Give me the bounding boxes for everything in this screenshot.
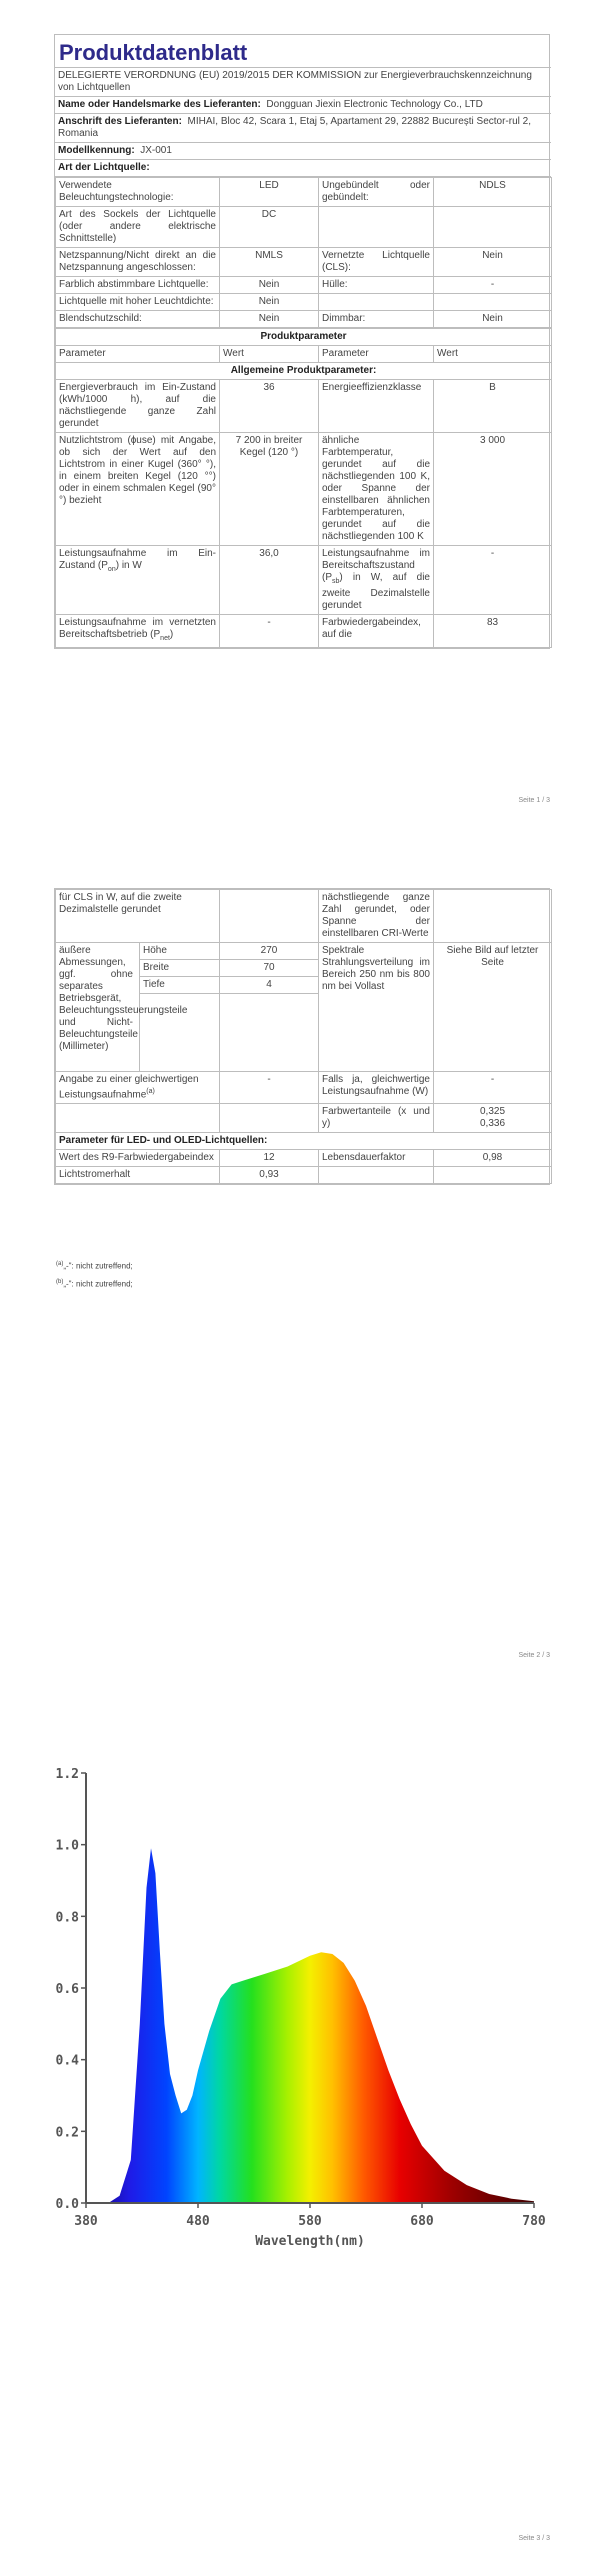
spectrum-chart <box>54 1755 554 2275</box>
ls-label-left: Verwendete Beleuchtungstechnologie: <box>56 178 220 207</box>
ls-label-right <box>319 207 434 248</box>
param-value-left: - <box>220 615 319 648</box>
datasheet-page-2 <box>54 888 550 1185</box>
ls-value-right: NDLS <box>434 178 552 207</box>
ls-label-left: Farblich abstimmbare Lichtquelle: <box>56 277 220 294</box>
equiv-sup: (a) <box>146 1088 155 1095</box>
dim-depth-label: Tiefe <box>140 977 220 994</box>
r9-value: 12 <box>220 1150 319 1167</box>
supplier-name: Dongguan Jiexin Electronic Technology Co., LTD <box>266 99 483 110</box>
y-tick-label: 0.6 <box>55 1982 79 1997</box>
col-param-1: Parameter <box>56 346 220 363</box>
ls-label-left: Blendschutzschild: <box>56 311 220 328</box>
spectral-label: Spektrale Strahlungsverteilung im Bereich 250 nm bis 800 nm bei Vollast <box>319 943 434 1072</box>
flux-label: Lichtstromerhalt <box>56 1167 220 1184</box>
ls-value-right: Nein <box>434 311 552 328</box>
y-tick-label: 1.0 <box>55 1838 79 1854</box>
y-tick-label: 0.2 <box>55 2125 79 2141</box>
cont-left: für CLS in W, auf die zweite Dezimalstelle gerundet <box>56 890 220 943</box>
param-label-left: Energieverbrauch im Ein-Zustand (kWh/1000 h), auf die nächstliegende ganze Zahl gerundet <box>56 380 220 433</box>
ls-value-right <box>434 207 552 248</box>
x-tick-label: 380 <box>74 2214 98 2229</box>
ls-value-left: DC <box>220 207 319 248</box>
light-source-row <box>56 207 552 248</box>
param-value-right: 83 <box>434 615 552 648</box>
param-value-right: B <box>434 380 552 433</box>
flux-value: 0,93 <box>220 1167 319 1184</box>
y-tick-label: 0.8 <box>55 1910 79 1926</box>
dim-height-value: 270 <box>220 943 319 960</box>
datasheet-page-1 <box>54 34 550 649</box>
page-3 <box>0 1700 604 2560</box>
equiv-value: - <box>220 1072 319 1104</box>
r9-label: Wert des R9-Farbwiedergabeindex <box>56 1150 220 1167</box>
y-tick-label: 0.0 <box>55 2197 79 2212</box>
param-value-left: 36 <box>220 380 319 433</box>
light-source-type-label: Art der Lichtquelle: <box>55 160 551 177</box>
ls-label-left: Lichtquelle mit hoher Leuchtdichte: <box>56 294 220 311</box>
light-source-row <box>56 178 552 207</box>
light-source-row <box>56 277 552 294</box>
param-label-right: Energieeffizienzklasse <box>319 380 434 433</box>
param-value-right: - <box>434 546 552 615</box>
param-value-right: 3 000 <box>434 433 552 546</box>
dim-height-label: Höhe <box>140 943 220 960</box>
ls-value-left: Nein <box>220 311 319 328</box>
ls-value-left: Nein <box>220 294 319 311</box>
footnote-b: $^{(b)}$„-": nicht zutreffend; <box>56 1278 133 1289</box>
spectrum-chart-svg <box>54 1755 554 2275</box>
ls-label-right: Hülle: <box>319 277 434 294</box>
ls-label-right: Dimmbar: <box>319 311 434 328</box>
supplier-address-label: Anschrift des Lieferanten: <box>58 116 182 127</box>
page-number: Seite 2 / 3 <box>518 1652 550 1659</box>
header-table <box>55 67 551 177</box>
page-number: Seite 3 / 3 <box>518 2535 550 2542</box>
light-source-row <box>56 311 552 328</box>
param-label-left: Nutzlichtstrom (ɸuse) mit Angabe, ob sich der Wert auf den Lichtstrom in einer Kugel (360° °), in einem breiten Kegel (120 °°) oder in einem schmalen Kegel (90° °) bezieht <box>56 433 220 546</box>
light-source-table <box>55 177 552 328</box>
page-1 <box>0 0 604 810</box>
model-row <box>55 143 551 160</box>
light-source-row <box>56 248 552 277</box>
page-number: Seite 1 / 3 <box>518 797 550 804</box>
param-value-left: 7 200 in breiter Kegel (120 °) <box>220 433 319 546</box>
param-value-left: 36,0 <box>220 546 319 615</box>
spectrum-area <box>86 1848 534 2203</box>
ls-label-left: Art des Sockels der Lichtquelle (oder andere elektrische Schnittstelle) <box>56 207 220 248</box>
param-row <box>56 546 552 615</box>
general-params-title: Allgemeine Produktparameter: <box>56 363 552 380</box>
regulation-text: DELEGIERTE VERORDNUNG (EU) 2019/2015 DER KOMMISSION zur Energieverbrauchskennzeichnung von Lichtquellen <box>55 68 551 97</box>
param-label-right: ähnliche Farbtemperatur, gerundet auf die nächstliegenden 100 K, oder Spanne der einstellbaren ähnlichen Farbtemperaturen, gerundet auf die nächstliegenden 100 K <box>319 433 434 546</box>
life-label: Lebensdauerfaktor <box>319 1150 434 1167</box>
ls-label-right: Ungebündelt oder gebündelt: <box>319 178 434 207</box>
dims-label: äußere Abmessungen, ggf. ohne separates Betriebsgerät, Beleuchtungssteuerungsteile und Nicht-Beleuchtungsteile (Millimeter) <box>56 943 140 1072</box>
supplier-address-row <box>55 114 551 143</box>
supplier-name-row <box>55 97 551 114</box>
equiv-r-label: Falls ja, gleichwertige Leistungsaufnahme (W) <box>319 1072 434 1104</box>
y-tick-label: 0.4 <box>55 2053 79 2069</box>
footnote-a: $^{(a)}$„-": nicht zutreffend; <box>56 1261 133 1271</box>
param-label-left: Leistungsaufnahme im vernetzten Bereitschaftsbetrieb $(P_{net})$ <box>56 615 220 648</box>
cont-right: nächstliegende ganze Zahl gerundet, oder Spanne der einstellbaren CRI-Werte <box>319 890 434 943</box>
ls-label-right: Vernetzte Lichtquelle (CLS): <box>319 248 434 277</box>
x-tick-label: 680 <box>410 2214 434 2229</box>
ls-value-right: - <box>434 277 552 294</box>
param-label-right: Farbwiedergabeindex, auf die <box>319 615 434 648</box>
x-axis-label: Wavelength(nm) <box>255 2234 365 2249</box>
ls-value-left: NMLS <box>220 248 319 277</box>
light-source-row <box>56 294 552 311</box>
supplier-address: MIHAI, Bloc 42, Scara 1, Etaj 5, Apartament 29, 22882 București Sector-rul 2, Romania <box>58 116 531 139</box>
model-id: JX-001 <box>140 145 172 156</box>
y-tick-label: 1.2 <box>55 1767 79 1782</box>
dim-width-value: 70 <box>220 960 319 977</box>
ls-label-left: Netzspannung/Nicht direkt an die Netzspannung angeschlossen: <box>56 248 220 277</box>
equiv-label-cell <box>56 1072 220 1104</box>
ls-value-right: Nein <box>434 248 552 277</box>
col-value-2: Wert <box>434 346 552 363</box>
x-tick-label: 480 <box>186 2214 210 2229</box>
model-label: Modellkennung: <box>58 145 135 156</box>
chroma-values <box>434 1104 552 1133</box>
param-row <box>56 380 552 433</box>
page-2 <box>0 870 604 1670</box>
dim-width-label: Breite <box>140 960 220 977</box>
param-row <box>56 615 552 648</box>
chroma-y: 0,336 <box>479 1118 506 1130</box>
col-param-2: Parameter <box>319 346 434 363</box>
product-params-title: Produktparameter <box>56 329 552 346</box>
ls-label-right <box>319 294 434 311</box>
param-row <box>56 433 552 546</box>
param-label-right: Leistungsaufnahme im Bereitschaftszustand $(P_{sb})$ in W, auf die zweite Dezimalstelle gerundet <box>319 546 434 615</box>
col-value-1: Wert <box>220 346 319 363</box>
page2-table <box>55 889 552 1184</box>
equiv-r-value: - <box>434 1072 552 1104</box>
spectral-value: Siehe Bild auf letzter Seite <box>434 943 552 1072</box>
product-params-table <box>55 328 552 648</box>
life-value: 0,98 <box>434 1150 552 1167</box>
param-label-left: Leistungsaufnahme im Ein-Zustand $(P_{on})$ in W <box>56 546 220 615</box>
equiv-label: Angabe zu einer gleichwertigen Leistungsaufnahme <box>59 1074 199 1101</box>
dim-depth-value: 4 <box>220 977 319 994</box>
page-title: Produktdatenblatt <box>59 40 248 65</box>
x-tick-label: 580 <box>298 2214 322 2229</box>
ls-value-left: LED <box>220 178 319 207</box>
led-section-title: Parameter für LED- und OLED-Lichtquellen: <box>56 1133 552 1150</box>
supplier-name-label: Name oder Handelsmarke des Lieferanten: <box>58 99 261 110</box>
footnotes <box>56 1255 133 1290</box>
chroma-x: 0,325 <box>479 1106 506 1118</box>
ls-value-right <box>434 294 552 311</box>
ls-value-left: Nein <box>220 277 319 294</box>
chroma-label: Farbwertanteile (x und y) <box>319 1104 434 1133</box>
x-tick-label: 780 <box>522 2214 546 2229</box>
